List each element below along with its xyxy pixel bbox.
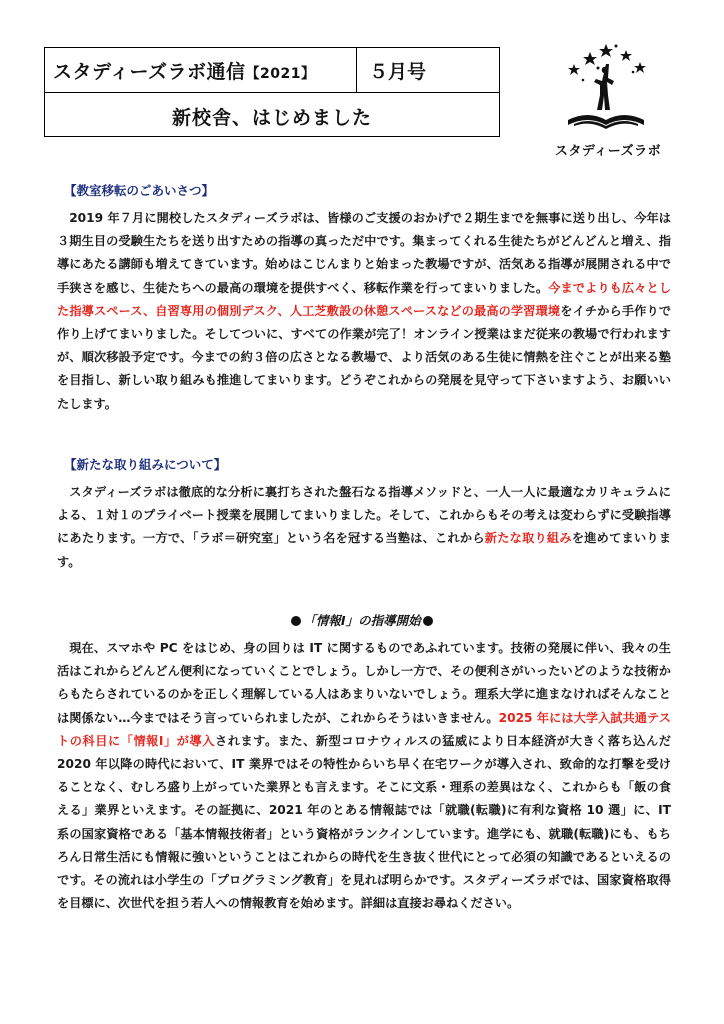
section3-paragraph xyxy=(57,637,671,915)
section2-text-b: を進めてまいります。 xyxy=(57,531,672,569)
logo-mark-icon xyxy=(548,40,668,140)
newsletter-subtitle: 新校舎、はじめました xyxy=(171,107,372,129)
section3-heading xyxy=(0,611,724,629)
section3-heading-text: 「情報Ⅰ」の指導開始 xyxy=(303,613,421,628)
logo-text: スタディーズラボ xyxy=(554,144,662,159)
bullet-icon xyxy=(423,616,433,626)
section2-heading: 【新たな取り組みについて】 xyxy=(64,457,227,472)
section1-highlight: 今までよりも広々とした指導スペース、自習専用の個別デスク、人工芝敷設の休憩スペースなどの最高の学習環境 xyxy=(57,280,672,318)
studies-lab-logo xyxy=(548,40,668,165)
section1-text-a: 2019 年７月に開校したスタディーズラボは、皆様のご支援のおかげで２期生までを無事に送り出し、今年は３期生目の受験生たちを送り出すための指導の真っただ中です。集まってくれる生徒たちがどんどんと増え、指導にあたる講師も増えてきています。始めはこじんまりと始まった教場ですが、活気ある指導が展開される中で手狭さを感じ、生徒たちへの最高の環境を提供すべく、移転作業を行ってまいりました。 xyxy=(57,211,671,295)
section2-text-a: スタディーズラボは徹底的な分析に裏打ちされた盤石なる指導メソッドと、一人一人に最適なカリキュラムによる、１対１のプライベート授業を展開してまいりました。そして、これからもその考えは変わらずに受験指導にあたります。一方で、「ラボ＝研究室」という名を冠する当塾は、これから xyxy=(57,485,671,546)
masthead-divider xyxy=(356,48,357,92)
section1-text-b: をイチから手作りで作り上げてまいりました。そしてついに、すべての作業が完了！オンライン授業はまだ従来の教場で行われますが、順次移設予定です。今までの約３倍の広さとなる教場で、より活気のある生徒に情熱を注ぐことが出来る塾を目指し、新しい取り組みも推進してまいります。どうぞこれからの発展を見守って下さいますよう、お願いいたします。 xyxy=(57,303,672,411)
newsletter-title-text: スタディーズラボ通信 xyxy=(53,61,246,83)
section1-heading: 【教室移転のごあいさつ】 xyxy=(64,183,215,198)
section2-paragraph xyxy=(57,481,671,574)
section3-text-a: 現在、スマホや PC をはじめ、身の回りは IT に関するものであふれています。技術の発展に伴い、我々の生活はこれからどんどん便利になっていくことでしょう。しかし一方で、その便利さがいったいどのような技術からもたらされているのかを正しく理解している人はあまりいないでしょう。理系大学に進まなければそんなことは関係ない…今まではそう言っていられましたが、これからそうはいきません。 xyxy=(57,641,671,725)
section2-highlight: 新たな取り組み xyxy=(484,531,572,546)
section3-highlight: 2025 年には大学入試共通テストの科目に「情報Ⅰ」が導入 xyxy=(57,710,671,748)
issue-label: ５月号 xyxy=(369,61,427,83)
section1-paragraph xyxy=(57,207,671,416)
masthead xyxy=(44,47,500,137)
bullet-icon xyxy=(291,616,301,626)
newsletter-title xyxy=(53,57,316,84)
masthead-bottom-row xyxy=(45,93,499,136)
newsletter-year: 【2021】 xyxy=(245,66,316,82)
masthead-top-row xyxy=(45,48,499,93)
section3-text-b: されます。また、新型コロナウィルスの猛威により日本経済が大きく落ち込んだ 2020 年以降の時代において、IT 業界ではその特性からいち早く在宅ワークが導入され、致命的な打撃を受けることなく、むしろ盛り上がっていた業界とも言えます。そこに文系・理系の差異はなく、これからも「飯の食える」業界といえます。その証拠に、2021 年のとある情報誌では「就職(転職)に有利な資格 10 選」に、IT 系の国家資格である「基本情報技術者」という資格がランクインしています。進学にも、就職(転職)にも、もちろん日常生活にも情報に強いということはこれからの時代を生き抜く世代にとって必須の知識であるといえるのです。その流れは小学生の「プログラミング教育」を見れば明らかです。スタディーズラボでは、国家資格取得を目標に、次世代を担う若人への情報教育を始めます。詳細は直接お尋ねください。 xyxy=(57,733,671,911)
